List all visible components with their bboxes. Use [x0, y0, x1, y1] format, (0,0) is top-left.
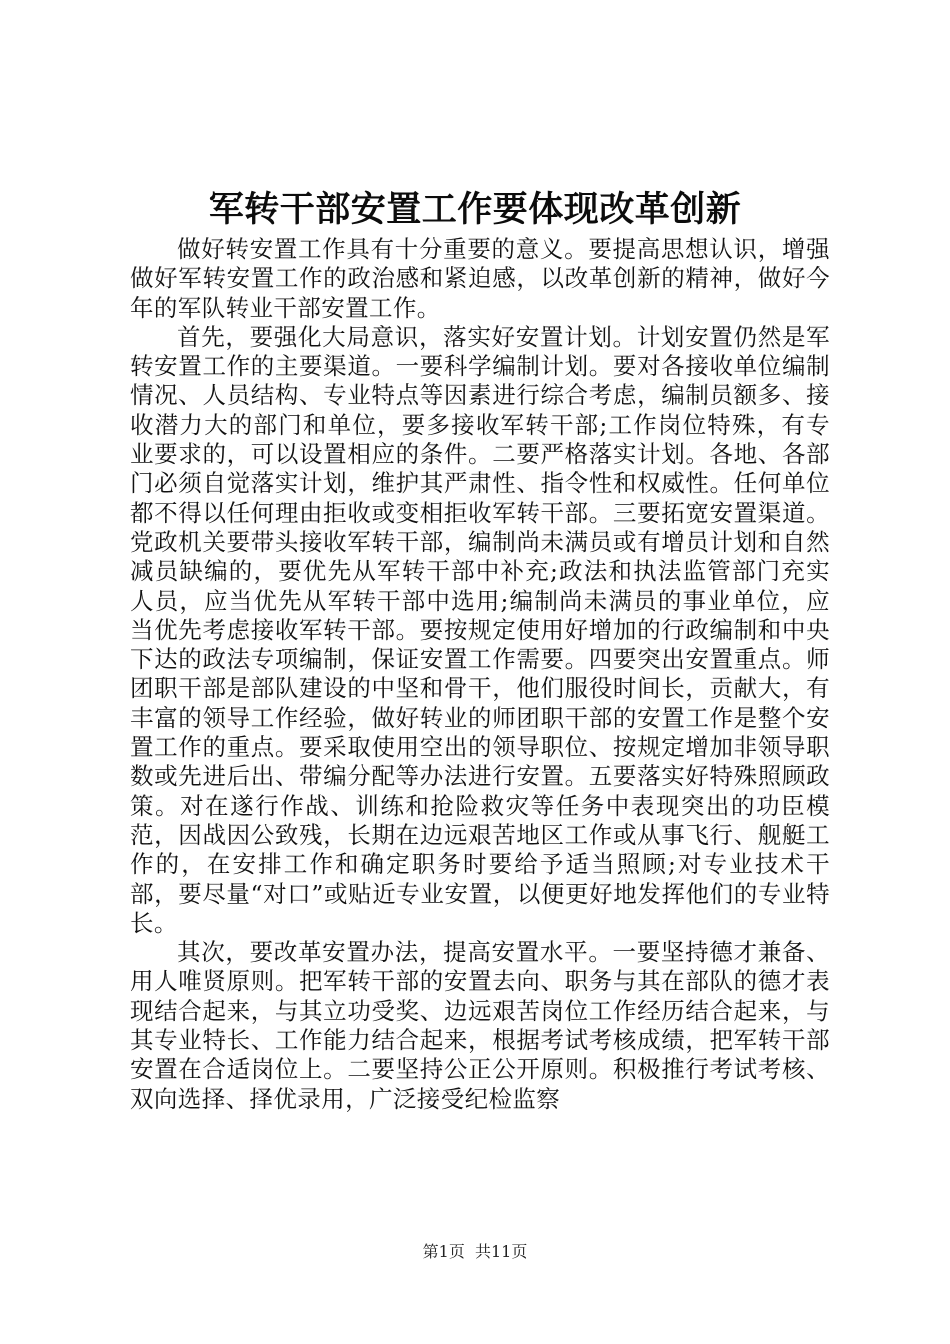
- paragraph-intro: 做好转安置工作具有十分重要的意义。要提高思想认识，增强做好军转安置工作的政治感和紧迫感，以改革创新的精神，做好今年的军队转业干部安置工作。: [130, 235, 830, 322]
- page-number-label: 第1页 共11页: [422, 1242, 528, 1261]
- paragraph-second-point: 其次，要改革安置办法，提高安置水平。一要坚持德才兼备、用人唯贤原则。把军转干部的安置去向、职务与其在部队的德才表现结合起来，与其立功受奖、边远艰苦岗位工作经历结合起来，与其专业特长、工作能力结合起来，根据考试考核成绩，把军转干部安置在合适岗位上。二要坚持公正公开原则。积极推行考试考核、双向选择、择优录用，广泛接受纪检监察: [130, 938, 830, 1113]
- document-body: [130, 235, 830, 1114]
- page-footer: [0, 1241, 950, 1263]
- paragraph-first-point: 首先，要强化大局意识，落实好安置计划。计划安置仍然是军转安置工作的主要渠道。一要科学编制计划。要对各接收单位编制情况、人员结构、专业特点等因素进行综合考虑，编制员额多、接收潜力大的部门和单位，要多接收军转干部;工作岗位特殊，有专业要求的，可以设置相应的条件。二要严格落实计划。各地、各部门必须自觉落实计划，维护其严肃性、指令性和权威性。任何单位都不得以任何理由拒收或变相拒收军转干部。三要拓宽安置渠道。党政机关要带头接收军转干部，编制尚未满员或有增员计划和自然减员缺编的，要优先从军转干部中补充;政法和执法监管部门充实人员，应当优先从军转干部中选用;编制尚未满员的事业单位，应当优先考虑接收军转干部。要按规定使用好增加的行政编制和中央下达的政法专项编制，保证安置工作需要。四要突出安置重点。师团职干部是部队建设的中坚和骨干，他们服役时间长，贡献大，有丰富的领导工作经验，做好转业的师团职干部的安置工作是整个安置工作的重点。要采取使用空出的领导职位、按规定增加非领导职数或先进后出、带编分配等办法进行安置。五要落实好特殊照顾政策。对在遂行作战、训练和抢险救灾等任务中表现突出的功臣模范，因战因公致残，长期在边远艰苦地区工作或从事飞行、舰艇工作的，在安排工作和确定职务时要给予适当照顾;对专业技术干部，要尽量“对口”或贴近专业安置，以便更好地发挥他们的专业特长。: [130, 322, 830, 937]
- document-title: 军转干部安置工作要体现改革创新: [208, 189, 742, 230]
